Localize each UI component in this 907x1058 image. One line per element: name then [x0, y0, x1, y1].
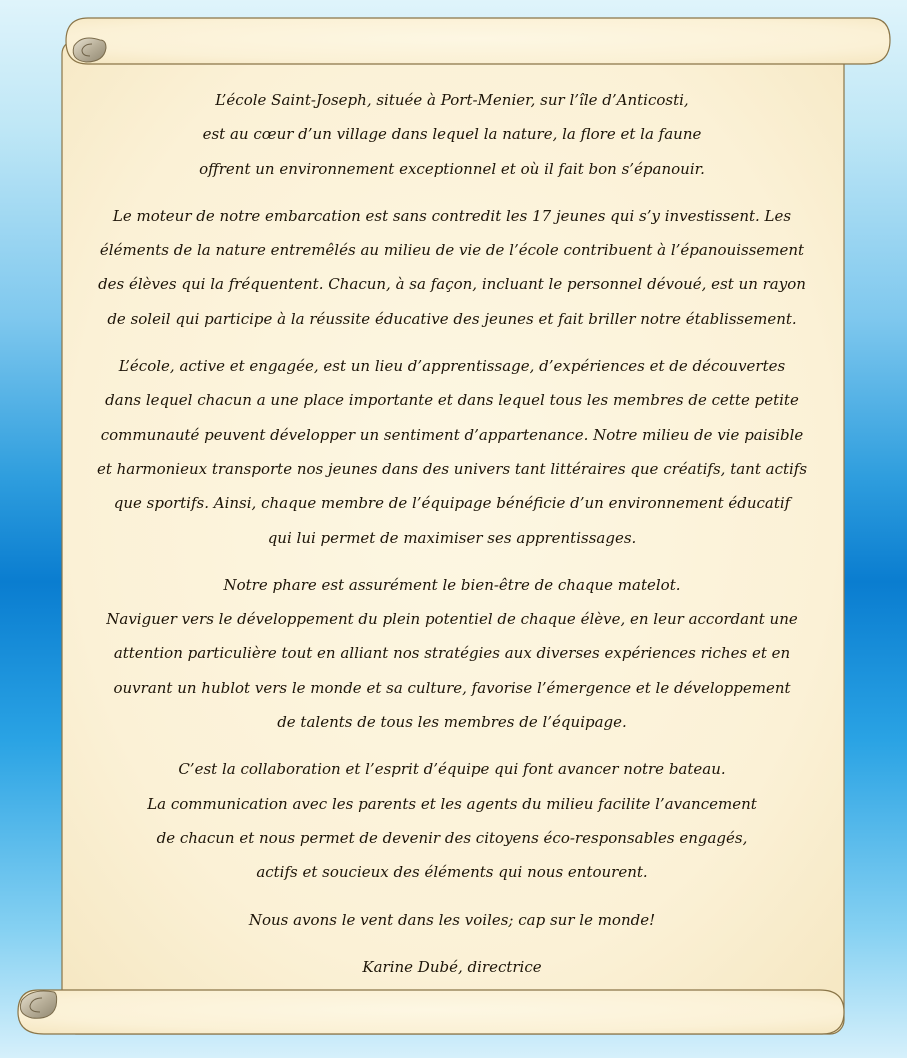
letter-paragraph-2 — [64, 199, 840, 336]
letter-paragraph-1 — [64, 83, 840, 186]
text-line: est au cœur d’un village dans lequel la nature, la flore et la faune — [202, 125, 702, 144]
director-letter — [64, 83, 840, 1013]
text-line: éléments de la nature entremêlés au milieu de vie de l’école contribuent à l’épanouissement — [99, 241, 805, 260]
signature — [64, 950, 840, 984]
text-line: Nous avons le vent dans les voiles; cap sur le monde! — [248, 910, 656, 929]
text-line: de chacun et nous permet de devenir des citoyens éco-responsables engagés, — [156, 828, 748, 847]
text-line: communauté peuvent développer un sentiment d’appartenance. Notre milieu de vie paisible — [100, 425, 804, 444]
letter-paragraph-6 — [64, 903, 840, 937]
top-roll — [66, 18, 890, 64]
text-line: L’école, active et engagée, est un lieu d’apprentissage, d’expériences et de découvertes — [118, 357, 786, 376]
text-line: Naviguer vers le développement du plein potentiel de chaque élève, en leur accordant une — [106, 610, 798, 629]
text-line: des élèves qui la fréquentent. Chacun, à sa façon, incluant le personnel dévoué, est un rayon — [98, 275, 806, 294]
text-line: et harmonieux transporte nos jeunes dans des univers tant littéraires que créatifs, tant actifs — [96, 459, 808, 478]
text-line: de soleil qui participe à la réussite éducative des jeunes et fait briller notre établissement. — [107, 309, 797, 328]
text-line: Le moteur de notre embarcation est sans contredit les 17 jeunes qui s’y investissent. Les — [112, 206, 792, 225]
text-line: offrent un environnement exceptionnel et où il fait bon s’épanouir. — [199, 159, 705, 178]
letter-paragraph-4 — [64, 568, 840, 739]
text-line: C’est la collaboration et l’esprit d’équipe qui font avancer notre bateau. — [178, 760, 726, 779]
text-line: qui lui permet de maximiser ses apprentissages. — [267, 528, 637, 547]
text-line: de talents de tous les membres de l’équipage. — [277, 713, 627, 732]
text-line: Notre phare est assurément le bien-être de chaque matelot. — [223, 575, 681, 594]
text-line: La communication avec les parents et les agents du milieu facilite l’avancement — [147, 794, 757, 813]
signature-text: Karine Dubé, directrice — [362, 957, 542, 976]
letter-paragraph-5 — [64, 752, 840, 889]
text-line: ouvrant un hublot vers le monde et sa culture, favorise l’émergence et le développement — [113, 678, 791, 697]
text-line: dans lequel chacun a une place importante et dans lequel tous les membres de cette petite — [105, 391, 799, 410]
text-line: attention particulière tout en alliant nos stratégies aux diverses expériences riches et en — [113, 644, 791, 663]
letter-paragraph-3 — [64, 349, 840, 555]
text-line: L’école Saint-Joseph, située à Port-Menier, sur l’île d’Anticosti, — [215, 91, 689, 109]
text-line: actifs et soucieux des éléments qui nous entourent. — [256, 863, 648, 882]
text-line: que sportifs. Ainsi, chaque membre de l’équipage bénéficie d’un environnement éducatif — [113, 494, 791, 513]
